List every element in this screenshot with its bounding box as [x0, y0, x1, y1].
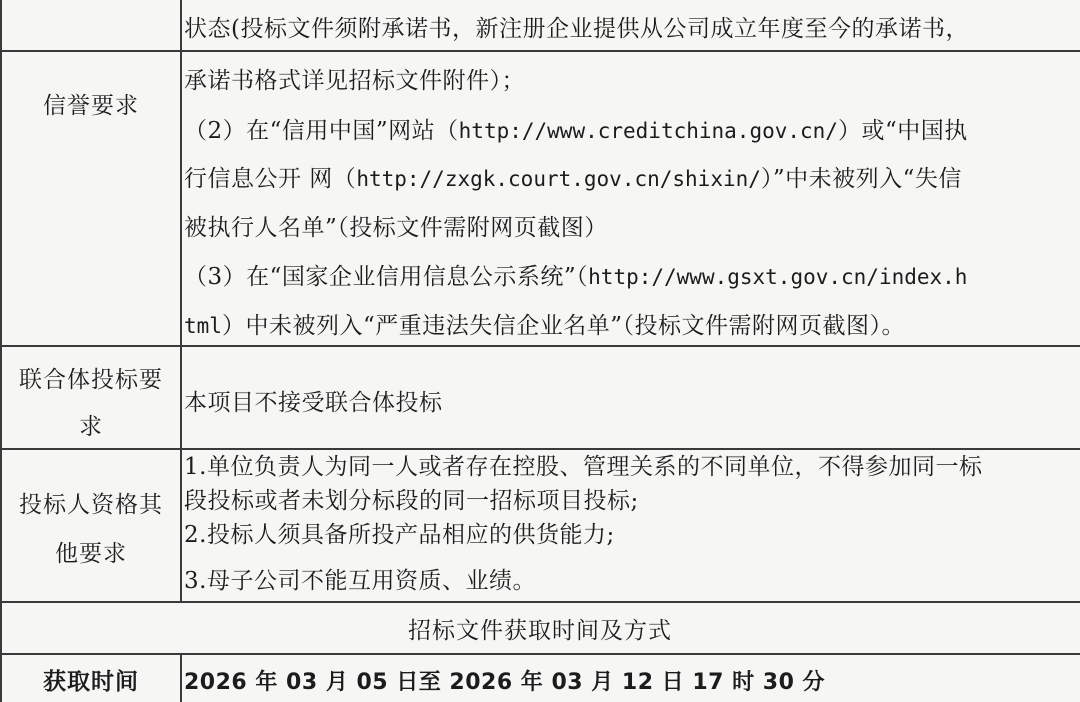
court-shixin-url-link[interactable]: http://zxgk.court.gov.cn/shixin/: [356, 167, 761, 191]
consortium-label-line-2: 求: [79, 414, 103, 440]
credit-item-2-line-1: [184, 116, 968, 146]
row-divider: [0, 50, 1080, 52]
other-requirement-item: 段投标或者未划分标段的同一招标项目投标;: [184, 488, 639, 514]
other-requirements-label-line-1: 投标人资格其: [19, 492, 163, 518]
gsxt-url-link-continued[interactable]: tml: [184, 314, 222, 338]
acquire-time-label: 获取时间: [43, 669, 139, 695]
credit-text-segment: 行信息公开 网（: [184, 166, 357, 192]
column-divider: [180, 653, 182, 702]
credit-item-2-line-3: 被执行人名单”（投标文件需附网页截图）: [184, 215, 608, 241]
credit-item-3-line-1: [184, 262, 967, 292]
credit-item-3-line-2: [184, 311, 905, 341]
section-title: 招标文件获取时间及方式: [408, 618, 672, 644]
credit-item-2-line-2: [184, 164, 962, 194]
credit-text-segment: （3）在“国家企业信用信息公示系统”（: [184, 264, 589, 290]
row-divider: [0, 601, 1080, 603]
consortium-label-line-1: 联合体投标要: [19, 367, 163, 393]
credit-text-segment: ）”中未被列入“失信: [760, 166, 962, 192]
other-requirement-item: 1.单位负责人为同一人或者存在控股、管理关系的不同单位，不得参加同一标: [184, 454, 983, 480]
row-divider: [0, 345, 1080, 347]
credit-text-line: 承诺书格式详见招标文件附件）；: [184, 68, 525, 94]
credit-text-segment: ）中未被列入“严重违法失信企业名单”（投标文件需附网页截图）。: [221, 313, 905, 339]
credit-text-segment: ）或“中国执: [837, 118, 968, 144]
creditchina-url-link[interactable]: http://www.creditchina.gov.cn/: [458, 119, 838, 143]
consortium-value: 本项目不接受联合体投标: [184, 390, 443, 416]
column-divider: [180, 0, 182, 601]
credit-requirement-label: 信誉要求: [43, 93, 139, 119]
other-requirements-label-line-2: 他要求: [55, 541, 127, 567]
row-divider: [0, 653, 1080, 655]
gsxt-url-link[interactable]: http://www.gsxt.gov.cn/index.h: [588, 265, 968, 289]
acquire-time-value: 2026 年 03 月 05 日至 2026 年 03 月 12 日 17 时 30 分: [184, 670, 826, 695]
credit-continuation-text: 状态(投标文件须附承诺书，新注册企业提供从公司成立年度至今的承诺书，: [184, 16, 969, 42]
other-requirement-item: 2.投标人须具备所投产品相应的供货能力;: [184, 522, 615, 548]
other-requirement-item: 3.母子公司不能互用资质、业绩。: [184, 568, 536, 594]
credit-text-segment: （2）在“信用中国”网站（: [184, 118, 459, 144]
